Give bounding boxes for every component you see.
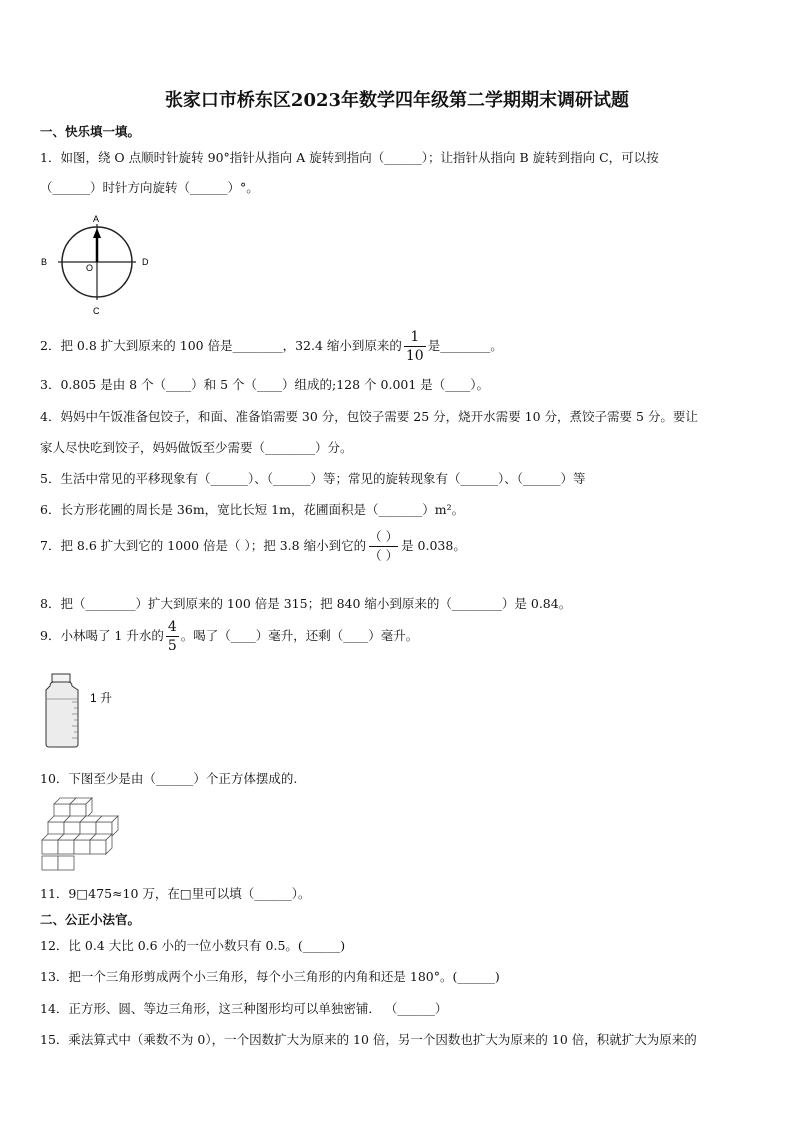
question-9-text-post: 。喝了（____）毫升，还剩（____）毫升。 [180, 628, 419, 643]
fraction-numerator: 1 [404, 330, 426, 347]
question-8: 8．把（________）扩大到原来的 100 倍是 315；把 840 缩小到原来的（________）是 0.84。 [40, 596, 572, 611]
question-4-line-2: 家人尽快吃到饺子，妈妈做饭至少需要（________）分。 [40, 440, 353, 455]
page-title: 张家口市桥东区2023年数学四年级第二学期期末调研试题 [164, 90, 630, 111]
bottle-body [46, 682, 78, 747]
question-7-text-post: 是 0.038。 [401, 537, 466, 553]
section-heading-2: 二、公正小法官。 [40, 912, 141, 927]
fraction-numerator: 4 [167, 619, 177, 635]
question-2-text-post: 是________。 [427, 338, 503, 353]
pointer-arrowhead [93, 228, 101, 238]
question-9 [40, 620, 418, 653]
question-9-text-pre: 9．小林喝了 1 升水的 [40, 628, 164, 643]
fraction-one-tenth [404, 330, 426, 363]
question-6: 6．长方形花圃的周长是 36m，宽比长短 1m，花圃面积是（_______）m²。 [40, 502, 465, 517]
label-o: O [86, 263, 94, 273]
stacked-cubes-figure [40, 796, 120, 874]
label-b: B [41, 257, 48, 267]
question-10: 10．下图至少是由（______）个正方体摆成的. [40, 771, 298, 786]
bottle-cap [52, 674, 70, 682]
blank-fraction-bottom: （ ） [369, 547, 399, 563]
question-7 [40, 530, 466, 563]
question-14: 14．正方形、圆、等边三角形，这三种图形均可以单独密铺． （______） [40, 1001, 448, 1016]
question-11: 11．9□475≈10 万，在□里可以填（______）。 [40, 886, 311, 901]
cube-stack [42, 798, 118, 870]
bottle-label: 1 升 [90, 691, 113, 705]
label-c: C [93, 306, 100, 316]
question-5: 5．生活中常见的平移现象有（______）、（______）等；常见的旋转现象有（______）、（______）等 [40, 471, 586, 486]
water-bottle-figure [44, 672, 134, 750]
question-3: 3．0.805 是由 8 个（____）和 5 个（____）组成的;128 个 0.001 是（____）。 [40, 377, 490, 392]
fraction-four-fifths [166, 620, 179, 653]
label-d: D [142, 257, 149, 267]
question-12: 12．比 0.4 大比 0.6 小的一位小数只有 0.5。(______) [40, 938, 346, 953]
label-a: A [93, 214, 100, 224]
fraction-denominator: 5 [167, 638, 177, 654]
blank-fraction [369, 530, 398, 563]
question-1-line-2: （______）时针方向旋转（______）°。 [40, 180, 259, 195]
question-4-line-1: 4．妈妈中午饭准备包饺子，和面、准备馅需要 30 分，包饺子需要 25 分，烧开水需要 10 分，煮饺子需要 5 分。要让 [40, 409, 698, 424]
question-1-line-1: 1．如图，绕 O 点顺时针旋转 90°指针从指向 A 旋转到指向（______）；让指针从指向 B 旋转到指向 C，可以按 [40, 150, 659, 165]
fraction-denominator: 10 [405, 348, 424, 364]
question-7-text-pre: 7．把 8.6 扩大到它的 1000 倍是（ ）；把 3.8 缩小到它的 [40, 537, 367, 553]
question-13: 13．把一个三角形剪成两个小三角形，每个小三角形的内角和还是 180°。(______) [40, 969, 500, 984]
blank-fraction-top: （ ） [369, 530, 398, 547]
question-2 [40, 330, 503, 363]
section-heading-1: 一、快乐填一填。 [40, 124, 141, 139]
rotation-circle-figure [38, 208, 158, 318]
question-2-text-pre: 2．把 0.8 扩大到原来的 100 倍是________，32.4 缩小到原来的 [40, 338, 402, 353]
question-15: 15．乘法算式中（乘数不为 0），一个因数扩大为原来的 10 倍，另一个因数也扩大为原来的 10 倍，积就扩大为原来的 [40, 1032, 697, 1047]
